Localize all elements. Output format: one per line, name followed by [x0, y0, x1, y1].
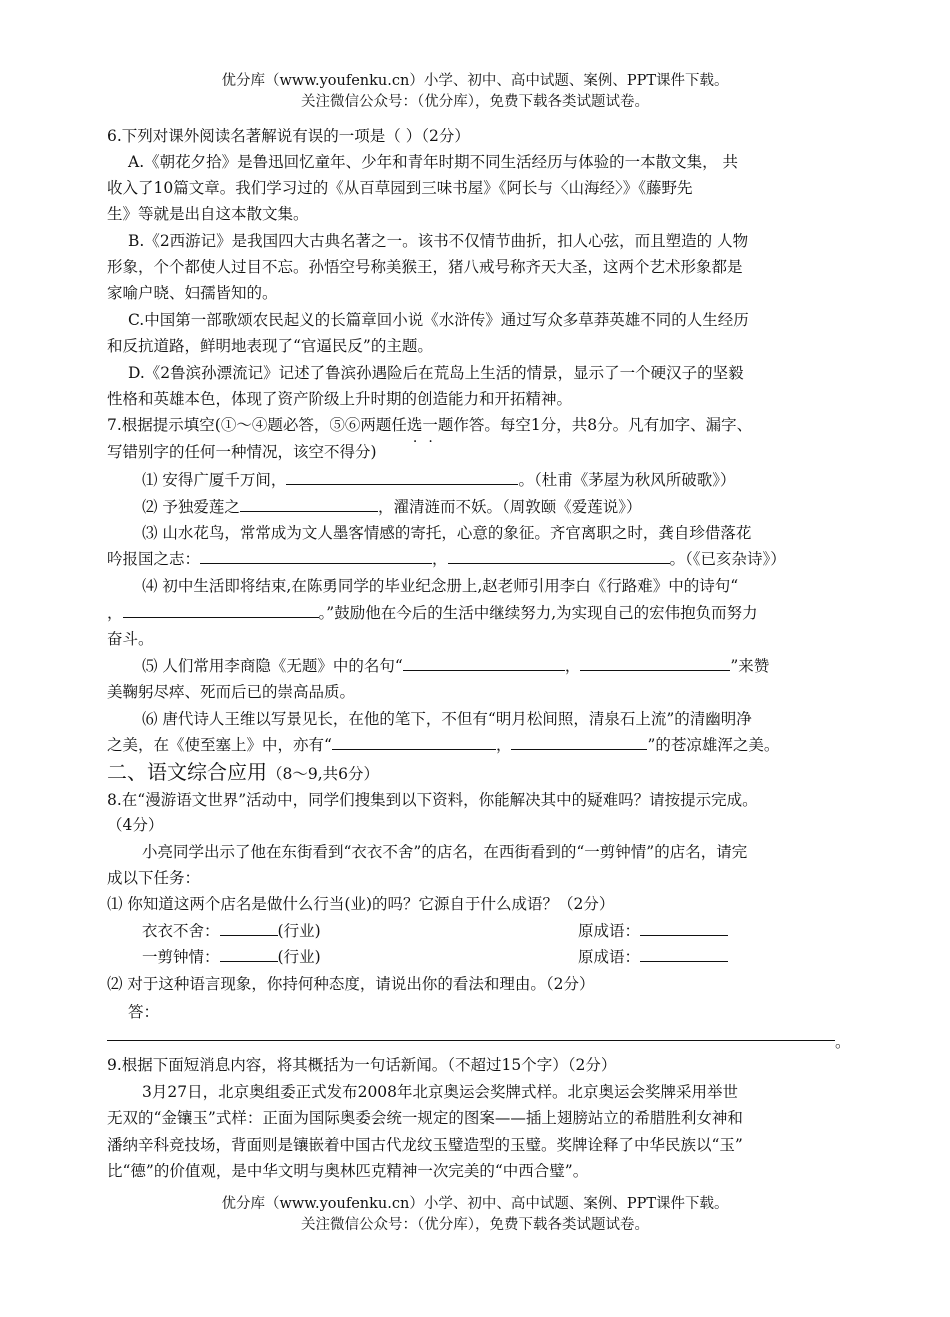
q8-row1 — [142, 919, 842, 943]
q8-row1-industry-blank[interactable] — [220, 920, 278, 936]
q8-row1-idiom-label: 原成语： — [578, 922, 641, 940]
q7-item6-end: ”的苍凉雄浑之美。 — [647, 736, 780, 754]
q7-item5-comma: ， — [564, 657, 581, 675]
q8-row2-idiom-blank[interactable] — [640, 946, 728, 962]
q7-emphasis-char-1: 选 — [406, 416, 423, 434]
q7-item3-line1: ⑶ 山水花鸟，常常成为文人墨客情感的寄托，心意的象征。齐官离职之时，龚自珍借落花 — [142, 524, 752, 542]
q7-item5-line2: 美鞠躬尽瘁、死而后已的崇高品质。 — [107, 683, 356, 701]
q7-item3-text: 吟报国之志： — [107, 550, 201, 568]
q8-sub2: ⑵ 对于这种语言现象，你持何种态度，请说出你的看法和理由。（2分） — [107, 975, 595, 993]
q7-item4-blank[interactable] — [123, 602, 319, 618]
q7-item5-blank1[interactable] — [403, 655, 565, 671]
q8-para-line2: 成以下任务： — [107, 869, 201, 887]
q9-para-line3: 潘纳辛科竞技场，背面则是镶嵌着中国古代龙纹玉璧造型的玉璧。奖牌诠释了中华民族以“玉” — [107, 1136, 743, 1154]
q8-answer-line[interactable] — [107, 1040, 835, 1041]
q8-row2-idiom — [578, 945, 728, 969]
q8-row2-idiom-label: 原成语： — [578, 948, 641, 966]
page-footer-line1: 优分库（www.youfenku.cn）小学、初中、高中试题、案例、PPT课件下载。 — [221, 1196, 729, 1212]
q7-item2-source: ，濯清涟而不妖。（周敦颐《爱莲说》） — [377, 498, 642, 516]
q6-option-b-line2: 形象，个个都使人过目不忘。孙悟空号称美猴王，猪八戒号称齐天大圣，这两个艺术形象都是 — [107, 258, 743, 276]
q7-item1-blank[interactable] — [286, 469, 518, 485]
q7-item1-text: ⑴ 安得广厦千万间， — [142, 471, 287, 489]
q7-item4-text: 。”鼓励他在今后的生活中继续努力,为实现自己的宏伟抱负而努力 — [318, 604, 758, 622]
q6-option-a-line1: A.《朝花夕拾》是鲁迅回忆童年、少年和青年时期不同生活经历与体验的一本散文集， 共 — [128, 153, 739, 171]
q7-item3-blank1[interactable] — [200, 548, 432, 564]
q7-stem-line2: 写错别字的任何一种情况，该空不得分) — [107, 443, 377, 461]
q6-option-b-line3: 家喻户晓、妇孺皆知的。 — [107, 284, 278, 302]
q8-row1-idiom-blank[interactable] — [640, 920, 728, 936]
q6-option-c-line2: 和反抗道路，鲜明地表现了“官逼民反”的主题。 — [107, 337, 433, 355]
q9-para-line1: 3月27日，北京奥组委正式发布2008年北京奥运会奖牌式样。北京奥运会奖牌采用举世 — [142, 1083, 739, 1101]
q7-item2-blank[interactable] — [240, 496, 378, 512]
q9-stem: 9.根据下面短消息内容，将其概括为一句话新闻。（不超过15个字）（2分） — [107, 1056, 617, 1074]
q7-stem — [107, 413, 752, 437]
q7-item2 — [142, 495, 641, 519]
q6-option-c-line1: C.中国第一部歌颂农民起义的长篇章回小说《水浒传》通过写众多草莽英雄不同的人生经历 — [128, 311, 749, 329]
q8-row2-label: 一剪钟情： — [142, 948, 220, 966]
q7-emphasis-char-2: 一 — [422, 416, 438, 434]
section2-title: 二、语文综合应用 — [107, 760, 267, 784]
section2-heading — [107, 758, 379, 788]
page-header-line2: 关注微信公众号：（优分库），免费下载各类试题试卷。 — [301, 94, 649, 110]
q7-item3-source: 。（《已亥杂诗》） — [669, 550, 786, 568]
q8-para-line1: 小亮同学出示了他在东街看到“衣衣不舍”的店名，在西街看到的“一剪钟情”的店名，请完 — [142, 843, 748, 861]
q7-item5-text: ⑸ 人们常用李商隐《无题》中的名句“ — [142, 657, 403, 675]
q7-item6-line2 — [107, 733, 779, 757]
page-footer-line2: 关注微信公众号：（优分库），免费下载各类试题试卷。 — [301, 1217, 649, 1233]
q8-row2-industry-label: (行业) — [277, 948, 321, 966]
q8-row1-idiom — [578, 919, 728, 943]
q8-row2 — [142, 945, 842, 969]
q7-item6-comma: ， — [495, 736, 512, 754]
q6-option-a-line3: 生》等就是出自这本散文集。 — [107, 205, 309, 223]
q7-item3-comma: ， — [432, 550, 448, 568]
q7-item6-line1: ⑹ 唐代诗人王维以写景见长，在他的笔下，不但有“明月松间照，清泉石上流”的清幽明净 — [142, 710, 752, 728]
q6-option-a-line2: 收入了10篇文章。我们学习过的《从百草园到三味书屋》《阿长与〈山海经〉》《藤野先 — [107, 179, 693, 197]
q8-row1-label: 衣衣不舍： — [142, 922, 220, 940]
q7-stem-part2: 题作答。每空1分，共8分。凡有加字、漏字、 — [437, 416, 753, 434]
q6-option-d-line1: D.《2鲁滨孙漂流记》记述了鲁滨孙遇险后在荒岛上生活的情景，显示了一个硬汉子的坚毅 — [128, 364, 744, 382]
q8-stem-line2: （4分） — [107, 816, 164, 834]
q7-item1 — [142, 468, 735, 492]
q7-item4-comma: ， — [107, 604, 123, 622]
q7-item3-line2 — [107, 547, 786, 571]
q6-option-b-line1: B.《2西游记》是我国四大古典名著之一。该书不仅情节曲折，扣人心弦，而且塑造的 人物 — [128, 232, 749, 250]
q9-para-line4: 比“德”的价值观，是中华文明与奥林匹克精神一次完美的“中西合璧”。 — [107, 1162, 589, 1180]
q7-item6-text: 之美，在《使至塞上》中，亦有“ — [107, 736, 332, 754]
q7-item4-line3: 奋斗。 — [107, 630, 154, 648]
page-header-line1: 优分库（www.youfenku.cn）小学、初中、高中试题、案例、PPT课件下载。 — [221, 73, 729, 89]
q7-item6-blank1[interactable] — [332, 734, 496, 750]
q8-stem-line1: 8.在“漫游语文世界”活动中，同学们搜集到以下资料，你能解决其中的疑难吗？请按提示完成。 — [107, 791, 758, 809]
section2-subtitle: （8～9,共6分） — [267, 765, 380, 783]
q7-item4-line1: ⑷ 初中生活即将结束,在陈勇同学的毕业纪念册上,赵老师引用李白《行路难》中的诗句“ — [142, 577, 739, 595]
q8-row2-industry-blank[interactable] — [220, 946, 278, 962]
q7-item5-end: ”来赞 — [730, 657, 770, 675]
q8-sub1: ⑴ 你知道这两个店名是做什么行当(业)的吗？它源自于什么成语？（2分） — [107, 895, 615, 913]
q7-item6-blank2[interactable] — [511, 734, 647, 750]
q7-item5-blank2[interactable] — [580, 655, 730, 671]
q7-item2-text: ⑵ 予独爱莲之 — [142, 498, 240, 516]
q7-item3-blank2[interactable] — [448, 548, 670, 564]
q7-item5-line1 — [142, 654, 769, 678]
q6-stem: 6.下列对课外阅读名著解说有误的一项是（ ）（2分） — [107, 127, 470, 145]
q7-item1-source: 。（杜甫《茅屋为秋风所破歌》） — [518, 471, 736, 489]
q8-answer-end: 。 — [835, 1033, 851, 1051]
q8-row1-industry-label: (行业) — [277, 922, 321, 940]
q6-option-d-line2: 性格和英雄本色，体现了资产阶级上升时期的创造能力和开拓精神。 — [107, 390, 573, 408]
q8-answer-label: 答： — [128, 1003, 160, 1021]
q9-para-line2: 无双的“金镶玉”式样：正面为国际奥委会统一规定的图案——插上翅膀站立的希腊胜利女神和 — [107, 1109, 743, 1127]
q7-item4-line2 — [107, 601, 758, 625]
q7-stem-part1: 7.根据提示填空(①～④题必答，⑤⑥两题任 — [107, 416, 407, 434]
